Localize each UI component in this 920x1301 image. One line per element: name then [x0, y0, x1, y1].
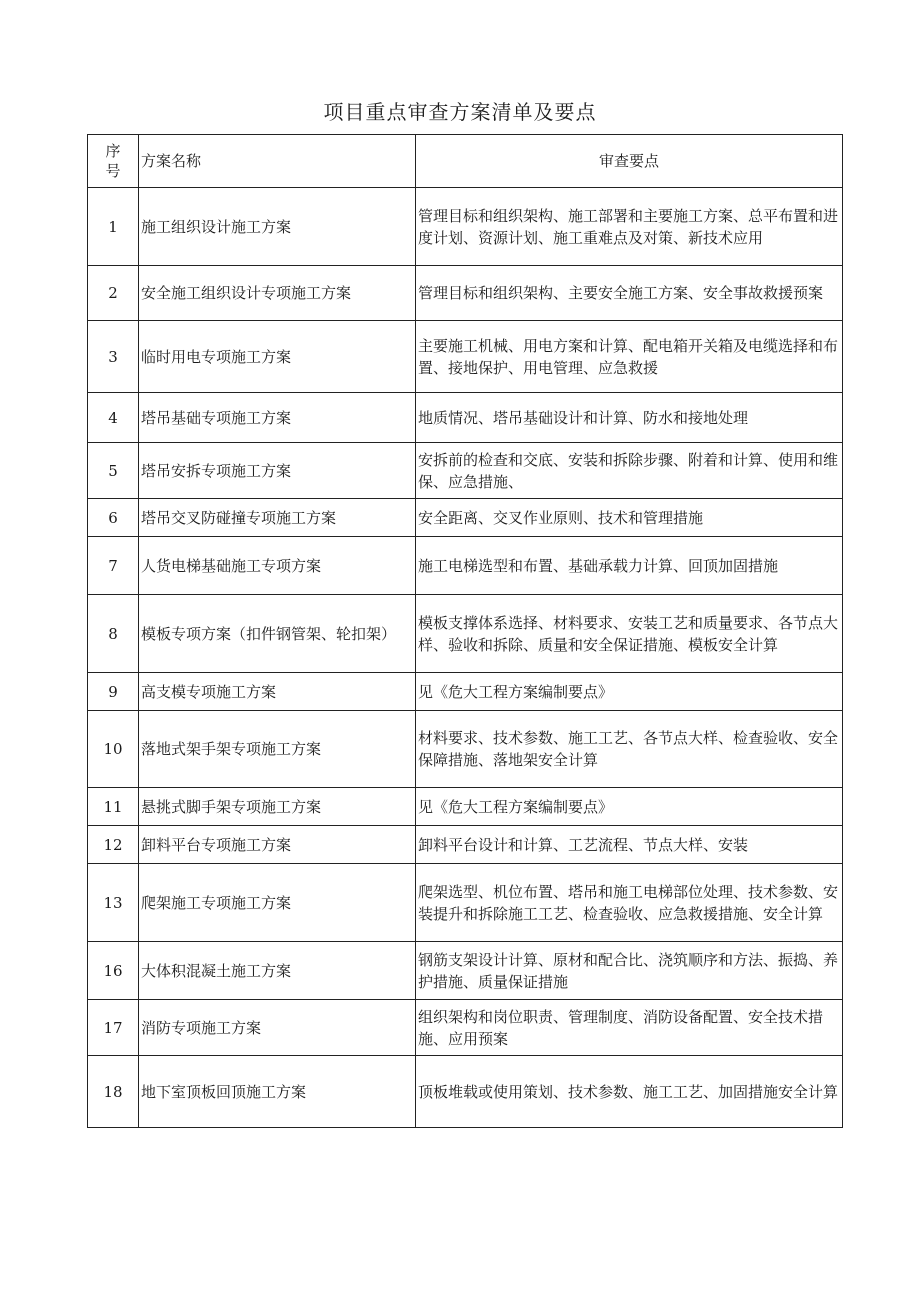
row-number: 6 [88, 499, 139, 537]
table-row [88, 1000, 843, 1056]
row-number: 10 [88, 711, 139, 788]
review-points: 材料要求、技术参数、施工工艺、各节点大样、检查验收、安全保障措施、落地架安全计算 [416, 711, 843, 788]
review-points: 见《危大工程方案编制要点》 [416, 673, 843, 711]
table-row [88, 711, 843, 788]
row-number: 1 [88, 188, 139, 266]
review-points: 管理目标和组织架构、主要安全施工方案、安全事故救援预案 [416, 266, 843, 321]
scheme-name: 人货电梯基础施工专项方案 [139, 537, 416, 595]
table-row [88, 499, 843, 537]
review-points: 组织架构和岗位职责、管理制度、消防设备配置、安全技术措施、应用预案 [416, 1000, 843, 1056]
scheme-name: 安全施工组织设计专项施工方案 [139, 266, 416, 321]
table-row [88, 537, 843, 595]
review-points: 钢筋支架设计计算、原材和配合比、浇筑顺序和方法、振捣、养护措施、质量保证措施 [416, 942, 843, 1000]
table-row [88, 393, 843, 443]
page-title: 项目重点审查方案清单及要点 [323, 100, 597, 124]
row-number: 7 [88, 537, 139, 595]
row-number: 4 [88, 393, 139, 443]
review-points: 地质情况、塔吊基础设计和计算、防水和接地处理 [416, 393, 843, 443]
row-number: 16 [88, 942, 139, 1000]
review-points: 爬架选型、机位布置、塔吊和施工电梯部位处理、技术参数、安装提升和拆除施工工艺、检查验收、应急救援措施、安全计算 [416, 864, 843, 942]
row-number: 12 [88, 826, 139, 864]
review-points: 顶板堆载或使用策划、技术参数、施工工艺、加固措施安全计算 [416, 1056, 843, 1128]
table-row [88, 188, 843, 266]
review-points: 施工电梯选型和布置、基础承载力计算、回顶加固措施 [416, 537, 843, 595]
row-number: 2 [88, 266, 139, 321]
scheme-name: 地下室顶板回顶施工方案 [139, 1056, 416, 1128]
table-row [88, 443, 843, 499]
scheme-name: 高支模专项施工方案 [139, 673, 416, 711]
table-header-row [88, 135, 843, 188]
scheme-name: 爬架施工专项施工方案 [139, 864, 416, 942]
header-points: 审查要点 [416, 135, 843, 188]
row-number: 17 [88, 1000, 139, 1056]
review-points: 见《危大工程方案编制要点》 [416, 788, 843, 826]
review-points: 卸料平台设计和计算、工艺流程、节点大样、安装 [416, 826, 843, 864]
scheme-name: 模板专项方案（扣件钢管架、轮扣架） [139, 595, 416, 673]
scheme-name: 卸料平台专项施工方案 [139, 826, 416, 864]
scheme-name: 落地式架手架专项施工方案 [139, 711, 416, 788]
row-number: 13 [88, 864, 139, 942]
table-row [88, 942, 843, 1000]
row-number: 8 [88, 595, 139, 673]
row-number: 9 [88, 673, 139, 711]
scheme-name: 塔吊安拆专项施工方案 [139, 443, 416, 499]
row-number: 11 [88, 788, 139, 826]
table-row [88, 864, 843, 942]
review-points: 主要施工机械、用电方案和计算、配电箱开关箱及电缆选择和布置、接地保护、用电管理、应急救援 [416, 321, 843, 393]
scheme-name: 施工组织设计施工方案 [139, 188, 416, 266]
table-row [88, 321, 843, 393]
header-no: 序号 [88, 135, 139, 188]
review-points: 管理目标和组织架构、施工部署和主要施工方案、总平布置和进度计划、资源计划、施工重难点及对策、新技术应用 [416, 188, 843, 266]
scheme-name: 塔吊交叉防碰撞专项施工方案 [139, 499, 416, 537]
review-table [87, 134, 843, 1128]
scheme-name: 悬挑式脚手架专项施工方案 [139, 788, 416, 826]
review-points: 安拆前的检查和交底、安装和拆除步骤、附着和计算、使用和维保、应急措施、 [416, 443, 843, 499]
review-points: 模板支撑体系选择、材料要求、安装工艺和质量要求、各节点大样、验收和拆除、质量和安全保证措施、模板安全计算 [416, 595, 843, 673]
table-row [88, 826, 843, 864]
table-row [88, 788, 843, 826]
row-number: 5 [88, 443, 139, 499]
table-row [88, 595, 843, 673]
table-row [88, 1056, 843, 1128]
row-number: 18 [88, 1056, 139, 1128]
scheme-name: 临时用电专项施工方案 [139, 321, 416, 393]
header-name: 方案名称 [139, 135, 416, 188]
row-number: 3 [88, 321, 139, 393]
review-points: 安全距离、交叉作业原则、技术和管理措施 [416, 499, 843, 537]
scheme-name: 大体积混凝土施工方案 [139, 942, 416, 1000]
scheme-name: 消防专项施工方案 [139, 1000, 416, 1056]
table-row [88, 266, 843, 321]
scheme-name: 塔吊基础专项施工方案 [139, 393, 416, 443]
table-row [88, 673, 843, 711]
